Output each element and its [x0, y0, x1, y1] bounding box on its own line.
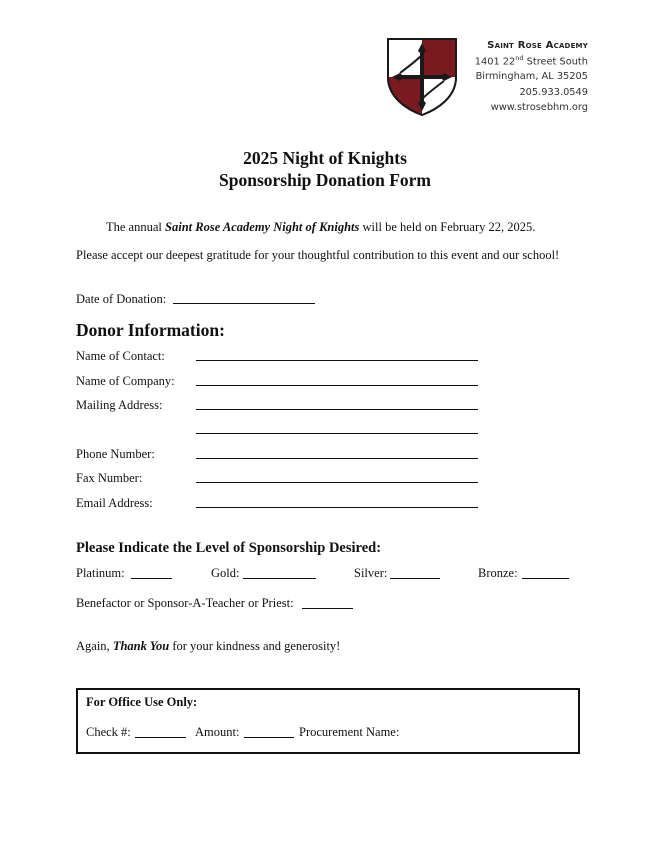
mailing-address-line-2[interactable]	[196, 433, 478, 434]
website: www.strosebhm.org	[490, 101, 588, 113]
platinum-label: Platinum:	[76, 566, 125, 580]
form-title-line1: 2025 Night of Knights	[243, 148, 407, 168]
company-name-label: Name of Company:	[76, 374, 175, 388]
benefactor-input-line[interactable]	[302, 608, 353, 609]
form-title-line2: Sponsorship Donation Form	[219, 170, 431, 190]
company-name-field[interactable]	[76, 374, 486, 390]
school-crest-logo	[386, 37, 458, 117]
donor-information-heading: Donor Information:	[76, 320, 225, 340]
gold-input-line[interactable]	[243, 578, 316, 579]
fax-number-field[interactable]	[76, 471, 486, 487]
office-use-box	[76, 688, 580, 754]
amount-label: Amount:	[195, 725, 240, 739]
mailing-address-field[interactable]	[76, 398, 486, 438]
intro-paragraph: The annual Saint Rose Academy Night of Knights will be held on February 22, 2025.	[106, 220, 536, 234]
benefactor-field[interactable]	[76, 596, 366, 614]
fax-number-label: Fax Number:	[76, 471, 143, 485]
city-state-zip: Birmingham, AL 35205	[475, 71, 588, 83]
date-of-donation-field[interactable]	[76, 292, 336, 308]
benefactor-label: Benefactor or Sponsor-A-Teacher or Priest:	[76, 596, 294, 610]
check-number-label: Check #:	[86, 725, 131, 739]
phone-number: 205.933.0549	[519, 86, 588, 98]
date-input-line[interactable]	[173, 303, 315, 304]
email-address-label: Email Address:	[76, 496, 153, 510]
phone-number-line[interactable]	[196, 458, 478, 459]
gratitude-paragraph: Please accept our deepest gratitude for your thoughtful contribution to this event and our school!	[76, 248, 560, 262]
amount-line[interactable]	[244, 737, 294, 738]
phone-number-field[interactable]	[76, 447, 486, 463]
closing-thanks: Again, Thank You for your kindness and generosity!	[76, 639, 341, 653]
mailing-address-label: Mailing Address:	[76, 398, 163, 412]
date-label: Date of Donation:	[76, 292, 167, 306]
contact-name-label: Name of Contact:	[76, 349, 165, 363]
procurement-name-label: Procurement Name:	[299, 725, 400, 739]
contact-name-field[interactable]	[76, 349, 486, 365]
platinum-input-line[interactable]	[131, 578, 172, 579]
company-name-line[interactable]	[196, 385, 478, 386]
email-address-field[interactable]	[76, 496, 486, 512]
mailing-address-line-1[interactable]	[196, 409, 478, 410]
sponsorship-levels-row	[0, 566, 650, 584]
silver-label: Silver:	[354, 566, 388, 580]
sponsorship-level-heading: Please Indicate the Level of Sponsorship Desired:	[76, 540, 382, 556]
check-number-line[interactable]	[135, 737, 186, 738]
gold-label: Gold:	[211, 566, 240, 580]
phone-number-label: Phone Number:	[76, 447, 155, 461]
bronze-label: Bronze:	[478, 566, 518, 580]
office-use-title: For Office Use Only:	[86, 695, 198, 709]
fax-number-line[interactable]	[196, 482, 478, 483]
bronze-input-line[interactable]	[522, 578, 569, 579]
letterhead	[470, 40, 588, 115]
contact-name-line[interactable]	[196, 360, 478, 361]
school-name: Saint Rose Academy	[487, 40, 588, 51]
street-address: 1401 22nd Street South	[474, 54, 588, 68]
email-address-line[interactable]	[196, 507, 478, 508]
silver-input-line[interactable]	[390, 578, 440, 579]
